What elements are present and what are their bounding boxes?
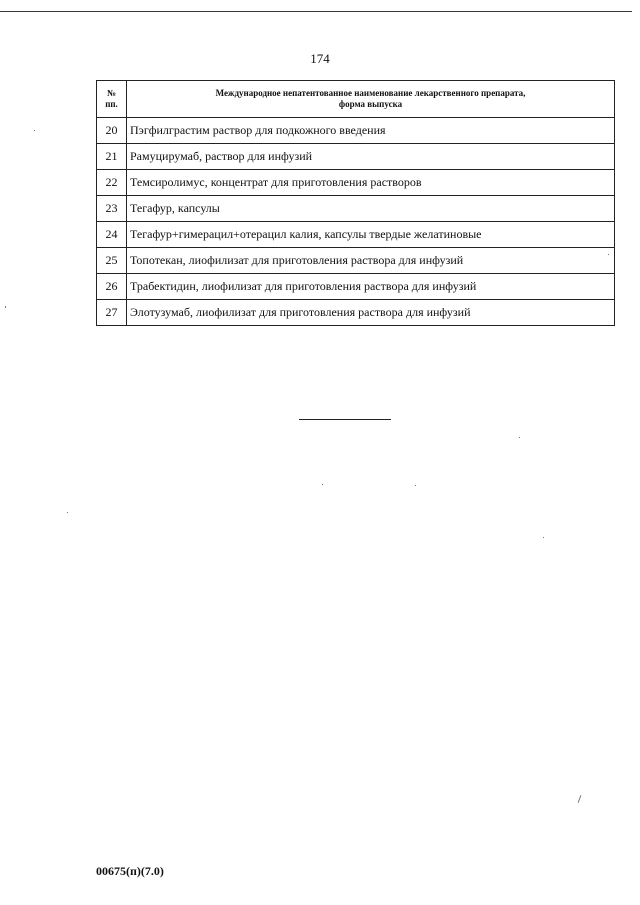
- row-number: 20: [97, 118, 127, 144]
- column-header-number-symbol: №: [106, 88, 117, 98]
- drug-name: Темсиролимус, концентрат для приготовления растворов: [127, 170, 615, 196]
- drug-name: Тегафур+гимерацил+отерацил калия, капсулы твердые желатиновые: [127, 222, 615, 248]
- row-number: 26: [97, 274, 127, 300]
- scan-speck: [67, 512, 68, 513]
- column-header-number-abbrev: пп.: [105, 99, 118, 109]
- column-header-number: [97, 81, 127, 118]
- drug-name: Элотузумаб, лиофилизат для приготовления раствора для инфузий: [127, 300, 615, 326]
- table-row: [97, 300, 615, 326]
- column-header-drug-name: [127, 81, 615, 118]
- row-number: 22: [97, 170, 127, 196]
- drug-name: Рамуцирумаб, раствор для инфузий: [127, 144, 615, 170]
- scan-speck: [578, 795, 582, 803]
- scan-speck: [543, 537, 544, 538]
- scan-speck: [34, 130, 35, 131]
- column-header-title-line1: Международное непатентованное наименование лекарственного препарата,: [215, 88, 526, 98]
- document-code: 00675(п)(7.0): [96, 864, 164, 878]
- scan-speck: [415, 485, 416, 486]
- column-header-title-line2: форма выпуска: [338, 99, 403, 109]
- scan-speck: [322, 484, 323, 485]
- top-border-line: [0, 11, 632, 12]
- table-header-row: [97, 81, 615, 118]
- drug-name: Трабектидин, лиофилизат для приготовления раствора для инфузий: [127, 274, 615, 300]
- scan-speck: [608, 254, 609, 255]
- drug-name: Пэгфилграстим раствор для подкожного введения: [127, 118, 615, 144]
- table-row: [97, 118, 615, 144]
- table-row: [97, 248, 615, 274]
- table-row: [97, 222, 615, 248]
- table-row: [97, 170, 615, 196]
- table-row: [97, 196, 615, 222]
- row-number: 21: [97, 144, 127, 170]
- page-number: 174: [310, 51, 330, 66]
- drug-list-table: [96, 80, 615, 326]
- end-of-list-line: [299, 419, 391, 420]
- scan-speck: [519, 437, 520, 438]
- row-number: 25: [97, 248, 127, 274]
- table-row: [97, 274, 615, 300]
- row-number: 27: [97, 300, 127, 326]
- drug-name: Топотекан, лиофилизат для приготовления раствора для инфузий: [127, 248, 615, 274]
- drug-name: Тегафур, капсулы: [127, 196, 615, 222]
- row-number: 23: [97, 196, 127, 222]
- scan-speck: [5, 306, 6, 308]
- row-number: 24: [97, 222, 127, 248]
- table-row: [97, 144, 615, 170]
